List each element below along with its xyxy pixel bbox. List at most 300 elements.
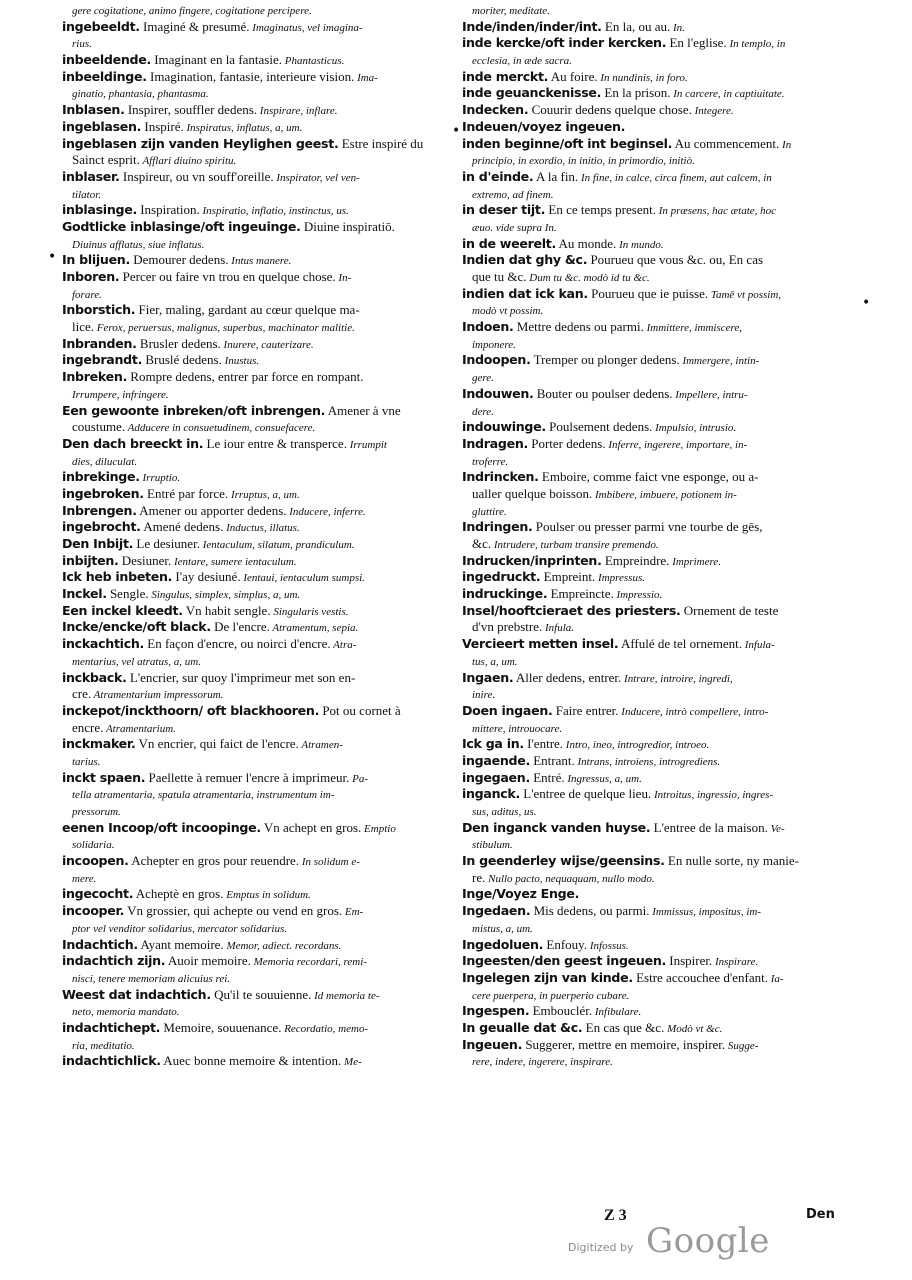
entry-continuation-line (462, 302, 862, 319)
dictionary-entry-line (62, 987, 454, 1004)
latin-gloss: Impellere, intru- (672, 388, 748, 401)
latin-gloss: nisci, tenere memoriam alicuius rei. (72, 972, 231, 985)
latin-gloss: tella atramentaria, spatula atramentaria, instrumentum im- (72, 789, 335, 802)
french-gloss: En cas que &c. (582, 1019, 665, 1035)
dictionary-entry-line (462, 1037, 862, 1054)
latin-gloss: neto, memoria mandato. (72, 1006, 180, 1019)
headword: ingebroken. (62, 485, 144, 501)
margin-dot-right: • (452, 123, 461, 139)
french-gloss: Vn habit sengle. (182, 602, 271, 618)
headword: Ingaen. (462, 669, 514, 685)
headword: Indoen. (462, 319, 514, 335)
latin-gloss: stibulum. (472, 839, 513, 852)
dictionary-entry-line (462, 519, 862, 536)
headword: Indien dat ghy &c. (462, 252, 588, 268)
french-gloss: Au monde. (556, 235, 617, 251)
headword: Doen ingaen. (462, 702, 553, 718)
french-gloss: Empreincte. (547, 586, 614, 602)
french-gloss: En la prison. (601, 85, 671, 101)
dictionary-entry-line (62, 736, 454, 753)
french-gloss: Au commencement. (672, 135, 780, 151)
latin-gloss: Ferox, peruersus, malignus, superbus, machinator malitie. (94, 322, 355, 335)
catchword: Den (806, 1207, 835, 1222)
dictionary-entry-line (462, 35, 862, 52)
french-gloss: I'entre. (523, 736, 564, 752)
dictionary-entry-line (62, 336, 454, 353)
dictionary-entry-line (62, 403, 454, 420)
latin-gloss: In- (335, 272, 352, 284)
margin-dot-far-right: • (862, 295, 871, 311)
entry-continuation-line (62, 286, 454, 303)
entry-continuation-line (462, 720, 862, 737)
french-gloss: Entré. (529, 769, 565, 785)
entry-continuation-line (62, 419, 454, 436)
french-gloss: cre. (72, 686, 92, 702)
french-gloss: Embouclér. (529, 1003, 593, 1019)
margin-dot-left: • (48, 249, 57, 265)
dictionary-entry-line (462, 469, 862, 486)
latin-gloss: Memoria recordari, remi- (250, 956, 367, 969)
french-gloss: Imaginé & presumé. (139, 18, 250, 34)
watermark-digitized-text: Digitized by (568, 1241, 634, 1254)
entry-continuation-line (62, 1003, 454, 1020)
french-gloss: Inspirer. (665, 953, 713, 969)
entry-continuation-line (462, 920, 862, 937)
latin-gloss: Infossus. (587, 939, 629, 952)
dictionary-entry-line (62, 19, 454, 36)
dictionary-entry-line (62, 52, 454, 69)
headword: indachtich zijn. (62, 953, 166, 969)
latin-gloss: Impressio. (613, 589, 663, 602)
headword: indachtichept. (62, 1019, 161, 1035)
headword: Inborstich. (62, 302, 136, 318)
latin-gloss: Irruptio. (139, 472, 181, 485)
headword: Ingeuen. (462, 1036, 523, 1052)
latin-gloss: Intrans, introiens, introgrediens. (574, 755, 721, 768)
french-gloss: Auec bonne memoire & intention. (160, 1053, 342, 1069)
headword: ingebrandt. (62, 352, 143, 368)
latin-gloss: Atramentarium impressorum. (91, 689, 224, 702)
entry-continuation-line (62, 85, 454, 102)
entry-continuation-line (62, 786, 454, 803)
entry-continuation-line (462, 987, 862, 1004)
headword: eenen Incoop/oft incoopinge. (62, 819, 261, 835)
entry-continuation-line (62, 970, 454, 987)
headword: ingeblasen zijn vanden Heylighen geest. (62, 135, 339, 151)
latin-gloss: sus, aditus, us. (472, 806, 537, 818)
french-gloss: Vn encrier, qui faict de l'encre. (135, 736, 299, 752)
entry-continuation-line (62, 453, 454, 470)
dictionary-entry-line (462, 1003, 862, 1020)
entry-continuation-line (462, 52, 862, 69)
headword: indachtichlick. (62, 1053, 161, 1069)
latin-gloss: In solidum e- (299, 856, 360, 869)
dictionary-entry-line (462, 670, 862, 687)
headword: Een gewoonte inbreken/oft inbrengen. (62, 402, 326, 418)
latin-gloss: tus, a, um. (472, 655, 518, 668)
french-gloss: L'entree de la maison. (650, 819, 768, 835)
french-gloss: Mis dedens, ou parmi. (530, 903, 650, 919)
dictionary-entry-line (62, 937, 454, 954)
headword: indruckinge. (462, 586, 548, 602)
latin-gloss: In (779, 138, 792, 151)
latin-gloss: Ve- (767, 822, 785, 835)
entry-continuation-line (462, 686, 862, 703)
dictionary-entry-line (462, 703, 862, 720)
headword: Ick heb inbeten. (62, 569, 173, 585)
latin-gloss: Imaginatus, vel imagina- (249, 21, 363, 34)
french-gloss: Acheptè en gros. (133, 886, 224, 902)
headword: Een inckel kleedt. (62, 602, 183, 618)
entry-continuation-line (62, 2, 454, 19)
french-gloss: Empreint. (540, 569, 596, 585)
dictionary-entry-line (462, 786, 862, 803)
dictionary-entry-line (462, 953, 862, 970)
french-gloss: Entré par force. (143, 485, 229, 501)
entry-continuation-line (462, 1053, 862, 1070)
french-gloss: Faire entrer. (552, 702, 619, 718)
headword: inbeeldende. (62, 52, 151, 68)
dictionary-entry-line (62, 436, 454, 453)
headword: ingegaen. (462, 769, 530, 785)
dictionary-entry-line (62, 136, 454, 153)
latin-gloss: extremo, ad finem. (472, 188, 554, 201)
dictionary-entry-line (462, 970, 862, 987)
entry-continuation-line (462, 369, 862, 386)
latin-gloss: In nundinis, in foro. (597, 71, 688, 84)
french-gloss: Amené dedens. (140, 519, 224, 535)
headword: Indrincken. (462, 469, 539, 485)
headword: Ingespen. (462, 1003, 530, 1019)
headword: Ingeesten/den geest ingeuen. (462, 953, 666, 969)
right-column (462, 2, 862, 1070)
french-gloss: Poulser ou presser parmi vne tourbe de gēs, (532, 519, 763, 535)
latin-gloss: imponere. (472, 338, 516, 351)
entry-continuation-line (462, 619, 862, 636)
latin-gloss: Atramentarium. (103, 722, 176, 735)
latin-gloss: mere. (72, 872, 97, 885)
entry-continuation-line (462, 269, 862, 286)
headword: ingebeeldt. (62, 18, 140, 34)
dictionary-entry-line (462, 569, 862, 586)
dictionary-entry-line (62, 903, 454, 920)
french-gloss: Sainct esprit. (72, 152, 140, 168)
french-gloss: Fier, maling, gardant au cœur quelque ma- (135, 302, 360, 318)
french-gloss: Sengle. (106, 586, 149, 602)
entry-continuation-line (62, 152, 454, 169)
dictionary-entry-line (62, 586, 454, 603)
headword: In geualle dat &c. (462, 1019, 583, 1035)
dictionary-entry-line (62, 503, 454, 520)
headword: Inbreken. (62, 369, 128, 385)
french-gloss: Au foire. (548, 68, 598, 84)
headword: ingaende. (462, 752, 530, 768)
french-gloss: Le iour entre & transperce. (203, 435, 347, 451)
latin-gloss: Integere. (691, 105, 734, 118)
french-gloss: encre. (72, 719, 104, 735)
latin-gloss: Em- (342, 906, 364, 919)
latin-gloss: ria, meditatio. (72, 1039, 135, 1052)
dictionary-entry-line (462, 319, 862, 336)
latin-gloss: In præsens, hac ætate, hoc (655, 205, 777, 218)
latin-gloss: Dum tu &c. modò id tu &c. (526, 272, 650, 284)
latin-gloss: Sugge- (725, 1039, 759, 1052)
french-gloss: De l'encre. (210, 619, 270, 635)
latin-gloss: Memor, adiect. recordans. (223, 939, 342, 952)
entry-continuation-line (62, 720, 454, 737)
french-gloss: Brusler dedens. (136, 335, 221, 351)
french-gloss: Pourueu que ie puisse. (587, 285, 709, 301)
latin-gloss: mittere, introuocare. (472, 722, 563, 735)
french-gloss: Desiuner. (118, 552, 172, 568)
headword: Indachtich. (62, 936, 138, 952)
latin-gloss: Infibulare. (592, 1006, 642, 1019)
french-gloss: &c. (472, 536, 492, 551)
latin-gloss: Inspirare, inflare. (257, 105, 338, 118)
dictionary-entry-line (62, 119, 454, 136)
headword: Indrucken/inprinten. (462, 552, 602, 568)
dictionary-entry-line (62, 202, 454, 219)
french-gloss: Estre inspiré du (338, 135, 424, 151)
latin-gloss: Ingressus, a, um. (564, 772, 642, 785)
dictionary-entry-line (62, 853, 454, 870)
left-column (62, 2, 454, 1070)
dictionary-entry-line (62, 703, 454, 720)
headword: Indecken. (462, 102, 529, 118)
latin-gloss: Inspiratio, inflatio, instinctus, us. (199, 205, 349, 218)
latin-gloss: Imprimere. (669, 555, 721, 568)
french-gloss: En la, ou au. (601, 18, 671, 34)
headword: Insel/hooftcieraet des priesters. (462, 602, 681, 618)
french-gloss: Ornement de teste (680, 602, 779, 618)
entry-continuation-line (462, 219, 862, 236)
entry-continuation-line (62, 653, 454, 670)
headword: inckepot/inckthoorn/ oft blackhooren. (62, 702, 320, 718)
headword: inde kercke/oft inder kercken. (462, 35, 667, 51)
french-gloss: Bruslé dedens. (142, 352, 222, 368)
french-gloss: Auoir memoire. (165, 953, 251, 969)
dictionary-entry-line (462, 903, 862, 920)
latin-gloss: Inducere, inferre. (286, 505, 366, 518)
latin-gloss: Inducere, intrò compellere, intro- (618, 705, 769, 718)
entry-continuation-line (62, 1037, 454, 1054)
dictionary-entry-line (462, 736, 862, 753)
headword: incooper. (62, 903, 125, 919)
french-gloss: Imaginant en la fantasie. (150, 52, 282, 68)
headword: Den Inbijt. (62, 536, 134, 551)
entry-continuation-line (62, 753, 454, 770)
latin-gloss: Atramentum, sepia. (269, 622, 359, 635)
headword: Indouwen. (462, 385, 534, 401)
latin-gloss: forare. (72, 288, 102, 301)
entry-continuation-line (462, 870, 862, 887)
latin-gloss: moriter, meditate. (472, 5, 550, 17)
entry-continuation-line (462, 186, 862, 203)
dictionary-entry-line (62, 670, 454, 687)
latin-gloss: mentarius, vel atratus, a, um. (72, 655, 201, 668)
dictionary-entry-line (462, 102, 862, 119)
latin-gloss: ptor vel venditor solidarius, mercator solidarius. (72, 922, 288, 935)
latin-gloss: cere puerpera, in puerperio cubare. (472, 989, 630, 1002)
latin-gloss: Irrumpere, infringere. (72, 388, 169, 401)
entry-continuation-line (462, 653, 862, 670)
latin-gloss: solidaria. (72, 839, 115, 852)
latin-gloss: Phantasticus. (282, 55, 345, 68)
latin-gloss: Inspirare. (712, 956, 759, 969)
french-gloss: Vn achept en gros. (260, 819, 362, 835)
headword: in d'einde. (462, 168, 534, 184)
dictionary-entry-line (62, 619, 454, 636)
french-gloss: Suggerer, mettre en memoire, inspirer. (522, 1036, 726, 1052)
headword: ingedruckt. (462, 569, 541, 585)
latin-gloss: Ia- (768, 972, 784, 985)
entry-continuation-line (462, 403, 862, 420)
french-gloss: lice. (72, 319, 95, 335)
entry-continuation-line (62, 870, 454, 887)
french-gloss: Estre accouchee d'enfant. (632, 969, 768, 985)
latin-gloss: Atramen- (298, 739, 343, 752)
latin-gloss: Intus manere. (228, 255, 292, 268)
latin-gloss: In mundo. (616, 238, 664, 251)
latin-gloss: Diuinus afflatus, siue inflatus. (72, 238, 205, 251)
dictionary-entry-line (462, 85, 862, 102)
dictionary-entry-line (62, 553, 454, 570)
latin-gloss: gere cogitatione, animo fingere, cogitatione percipere. (72, 5, 312, 17)
french-gloss: Mettre dedens ou parmi. (513, 319, 644, 335)
french-gloss: Achepter en gros pour reuendre. (128, 853, 300, 869)
dictionary-entry-line (62, 636, 454, 653)
french-gloss: L'encrier, sur quoy l'imprimeur met son en- (126, 669, 356, 685)
french-gloss: En nulle sorte, ny manie- (664, 853, 799, 869)
dictionary-entry-line (462, 169, 862, 186)
latin-gloss: In carcere, in captiuitate. (670, 88, 785, 101)
headword: Godtlicke inblasinge/oft ingeuinge. (62, 218, 301, 234)
french-gloss: Entrant. (529, 752, 575, 768)
headword: Inbranden. (62, 335, 137, 351)
headword: Inboren. (62, 269, 120, 284)
latin-gloss: mistus, a, um. (472, 922, 533, 935)
dictionary-entry-line (462, 436, 862, 453)
entry-continuation-line (62, 920, 454, 937)
latin-gloss: Irruptus, a, um. (228, 488, 300, 501)
entry-continuation-line (462, 503, 862, 520)
french-gloss: Inspirer, souffler dedens. (124, 102, 258, 118)
latin-gloss: rere, indere, ingerere, inspirare. (472, 1056, 613, 1069)
french-gloss: Amener à vne (325, 402, 401, 418)
latin-gloss: principio, in exordio, in initio, in primordio, initiò. (472, 155, 695, 168)
entry-continuation-line (62, 236, 454, 253)
google-logo: Google (646, 1221, 770, 1261)
headword: ingebrocht. (62, 519, 141, 535)
dictionary-entry-line (462, 386, 862, 403)
latin-gloss: inire. (472, 689, 496, 702)
latin-gloss: Recordatio, memo- (281, 1022, 369, 1035)
french-gloss: En façon d'encre, ou noirci d'encre. (144, 636, 331, 652)
entry-continuation-line (62, 386, 454, 403)
french-gloss: Le desiuner. (133, 536, 200, 551)
latin-gloss: Inurere, cauterizare. (220, 338, 314, 351)
headword: In geenderley wijse/geensins. (462, 853, 665, 869)
latin-gloss: Infula. (542, 622, 574, 635)
entry-continuation-line (462, 453, 862, 470)
headword: Ingedoluen. (462, 936, 544, 952)
french-gloss: Amener ou apporter dedens. (136, 502, 287, 518)
latin-gloss: Intrare, introire, ingredi, (621, 672, 733, 685)
dictionary-entry-line (462, 252, 862, 269)
latin-gloss: Inspiratus, inflatus, a, um. (183, 121, 303, 134)
headword: Indeuen/voyez ingeuen. (462, 118, 626, 134)
dictionary-entry-line (462, 586, 862, 603)
french-gloss: Tremper ou plonger dedens. (530, 352, 680, 368)
headword: inckmaker. (62, 736, 136, 752)
dictionary-entry-line (62, 252, 454, 269)
french-gloss: I'ay desiuné. (172, 569, 241, 585)
latin-gloss: Modò vt &c. (664, 1022, 723, 1035)
latin-gloss: In. (670, 21, 685, 34)
latin-gloss: Intrudere, turbam transire premendo. (491, 539, 659, 551)
dictionary-entry-line (62, 886, 454, 903)
headword: inblaser. (62, 168, 120, 184)
latin-gloss: dies, diluculat. (72, 455, 138, 468)
latin-gloss: Ientaui, ientaculum sumpsi. (240, 572, 365, 585)
latin-gloss: Immergere, intin- (679, 355, 760, 368)
dictionary-entry-line (62, 169, 454, 186)
dictionary-entry-line (462, 937, 862, 954)
latin-gloss: Ientare, sumere ientaculum. (171, 555, 297, 568)
headword: inbeeldinge. (62, 68, 147, 84)
latin-gloss: Inferre, ingerere, importare, in- (605, 438, 748, 451)
entry-continuation-line (62, 803, 454, 820)
headword: inblasinge. (62, 202, 137, 218)
latin-gloss: tarius. (72, 755, 101, 768)
french-gloss: En l'eglise. (666, 35, 727, 51)
latin-gloss: Impressus. (595, 572, 645, 585)
french-gloss: En ce temps present. (545, 202, 656, 218)
latin-gloss: dere. (472, 405, 494, 418)
dictionary-entry-line (462, 636, 862, 653)
french-gloss: Ayant memoire. (137, 936, 224, 952)
headword: inde merckt. (462, 68, 549, 84)
headword: ingecocht. (62, 886, 134, 902)
latin-gloss: troferre. (472, 455, 509, 468)
latin-gloss: ecclesia, in æde sacra. (472, 55, 572, 68)
dictionary-entry-line (62, 102, 454, 119)
french-gloss: Couurir dedens quelque chose. (528, 102, 692, 118)
latin-gloss: Pa- (349, 772, 368, 785)
dictionary-entry-line (62, 369, 454, 386)
latin-gloss: rius. (72, 38, 92, 51)
dictionary-entry-line (62, 302, 454, 319)
entry-continuation-line (462, 803, 862, 820)
latin-gloss: Tamē vt possim, (708, 288, 782, 301)
dictionary-entry-line (62, 219, 454, 236)
dictionary-entry-line (462, 419, 862, 436)
dictionary-entry-line (62, 603, 454, 620)
french-gloss: re. (472, 869, 486, 885)
french-gloss: Rompre dedens, entrer par force en rompant. (127, 369, 364, 385)
entry-continuation-line (462, 836, 862, 853)
entry-continuation-line (62, 319, 454, 336)
headword: inganck. (462, 786, 520, 802)
headword: indien dat ick kan. (462, 285, 588, 301)
headword: Vercieert metten insel. (462, 636, 619, 652)
dictionary-entry-line (62, 519, 454, 536)
latin-gloss: Immittere, immiscere, (643, 322, 743, 335)
dictionary-entry-line (62, 486, 454, 503)
french-gloss: Affulé de tel ornement. (618, 636, 743, 652)
headword: Ingedaen. (462, 903, 531, 919)
dictionary-entry-line (62, 536, 454, 553)
